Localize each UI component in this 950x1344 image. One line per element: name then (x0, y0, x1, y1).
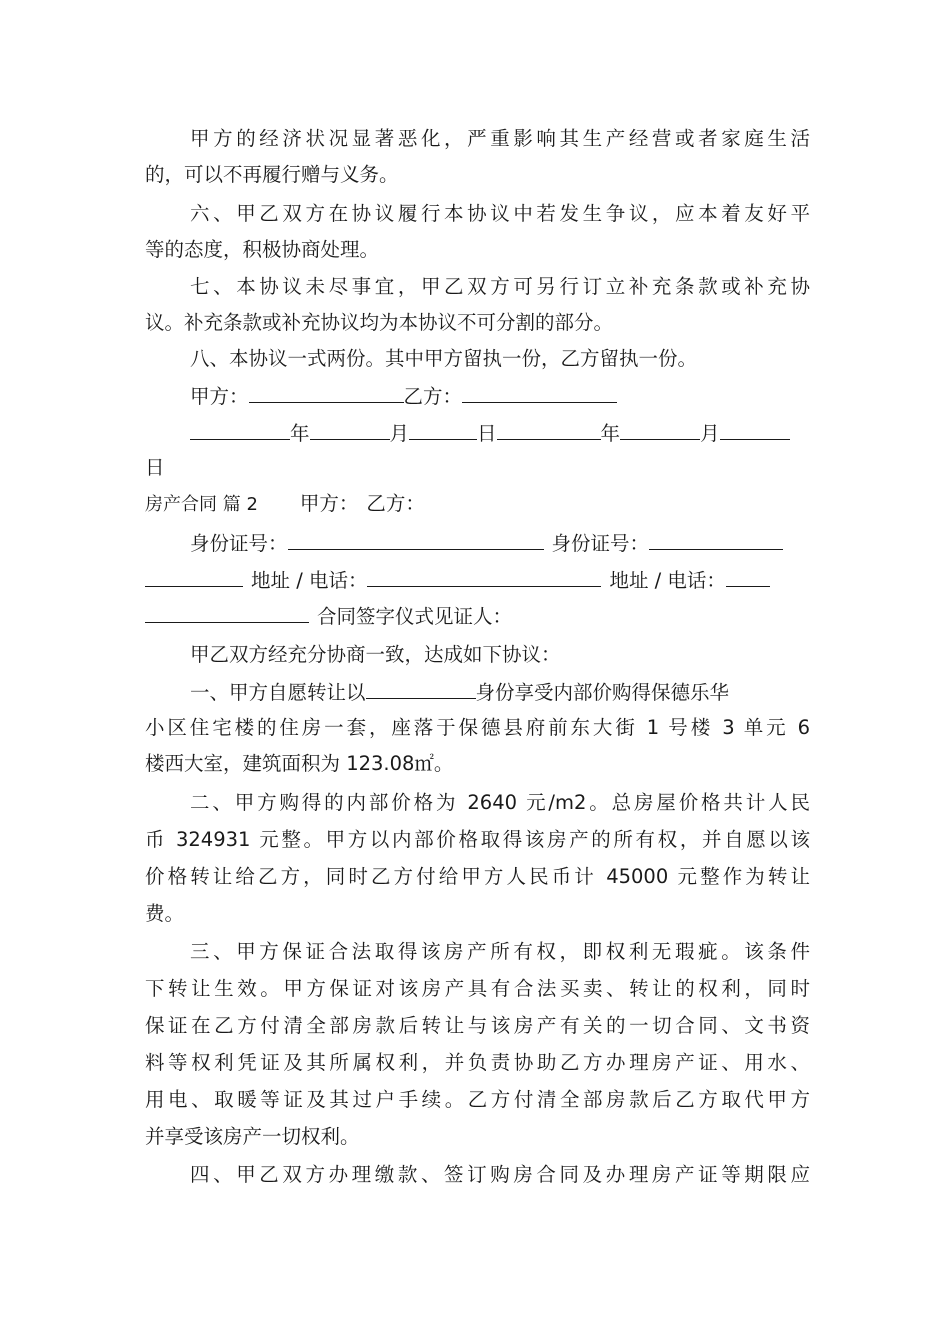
date-day-wrap: 日 (145, 456, 165, 479)
paragraph-line: 费。 (145, 902, 185, 925)
paragraph-line: 楼西大室，建筑面积为 123.08㎡。 (145, 752, 454, 775)
clause-1-line (190, 678, 810, 706)
paragraph-line: 并享受该房产一切权利。 (145, 1125, 360, 1148)
paragraph-line: 币 324931 元整。甲方以内部价格取得该房产的所有权，并自愿以该 (145, 828, 810, 851)
month-label: 月 (389, 422, 410, 445)
address-blank-a (367, 566, 601, 587)
year-blank (497, 419, 601, 440)
signature-line (190, 382, 810, 410)
year-label: 年 (600, 422, 621, 445)
date-line (190, 419, 810, 447)
address-label-b: 地址 / 电话： (609, 569, 726, 592)
address-line (145, 566, 810, 594)
party-b-blank (462, 382, 617, 403)
address-label-a: 地址 / 电话： (251, 569, 368, 592)
paragraph-line: 的，可以不再履行赠与义务。 (145, 163, 399, 186)
header-party-b: 乙方： (366, 492, 425, 515)
month-blank (310, 419, 390, 440)
party-a-blank (249, 382, 404, 403)
clause-1-text-b: 身份享受内部价购得保德乐华 (475, 681, 730, 704)
day-label: 日 (477, 422, 497, 445)
section-heading (145, 491, 810, 518)
paragraph-line: 等的态度，积极协商处理。 (145, 238, 380, 261)
id-blank-b-cont (145, 566, 243, 587)
address-blank-b (726, 566, 770, 587)
paragraph-line: 二、甲方购得的内部价格为 2640 元/m2。总房屋价格共计人民 (190, 791, 810, 814)
paragraph-line: 六、甲乙双方在协议履行本协议中若发生争议，应本着友好平 (190, 202, 810, 225)
id-label-a: 身份证号： (190, 532, 288, 555)
month-blank (620, 419, 700, 440)
header-party-a: 甲方： (299, 492, 359, 515)
day-blank (409, 419, 477, 440)
paragraph-line: 甲方的经济状况显著恶化，严重影响其生产经营或者家庭生活 (190, 127, 810, 150)
paragraph-line: 议。补充条款或补充协议均为本协议不可分割的部分。 (145, 311, 614, 334)
party-a-label: 甲方： (190, 385, 249, 408)
id-blank-a (288, 529, 544, 550)
month-label: 月 (700, 422, 720, 445)
year-label: 年 (290, 422, 310, 445)
paragraph-line: 保证在乙方付清全部房款后转让与该房产有关的一切合同、文书资 (145, 1014, 810, 1037)
day-blank (720, 419, 790, 440)
clause-1-text-a: 一、甲方自愿转让以 (190, 681, 366, 704)
id-label-b: 身份证号： (551, 532, 650, 555)
section-title: 房产合同 篇 2 (145, 494, 258, 515)
witness-line (145, 602, 810, 630)
id-blank-b (649, 529, 783, 550)
paragraph-line: 三、甲方保证合法取得该房产所有权，即权利无瑕疵。该条件 (190, 940, 810, 963)
witness-label: 合同签字仪式见证人： (317, 605, 513, 628)
year-blank (190, 419, 290, 440)
party-b-label: 乙方： (403, 385, 463, 408)
paragraph-line: 小区住宅楼的住房一套，座落于保德县府前东大街 1 号楼 3 单元 6 (145, 716, 810, 739)
address-blank-b-cont (145, 602, 309, 623)
paragraph-line: 四、甲乙双方办理缴款、签订购房合同及办理房产证等期限应 (190, 1163, 810, 1186)
paragraph-line: 七、本协议未尽事宜，甲乙双方可另行订立补充条款或补充协 (190, 275, 810, 298)
paragraph-line: 用电、取暖等证及其过户手续。乙方付清全部房款后乙方取代甲方 (145, 1088, 810, 1111)
clause-1-blank (366, 678, 476, 699)
paragraph-line: 甲乙双方经充分协商一致，达成如下协议： (190, 643, 561, 666)
paragraph-line: 料等权利凭证及其所属权利，并负责协助乙方办理房产证、用水、 (145, 1051, 810, 1074)
id-line (190, 529, 810, 557)
paragraph-line: 下转让生效。甲方保证对该房产具有合法买卖、转让的权利，同时 (145, 977, 810, 1000)
paragraph-line: 价格转让给乙方，同时乙方付给甲方人民币计 45000 元整作为转让 (145, 865, 810, 888)
paragraph-line: 八、本协议一式两份。其中甲方留执一份，乙方留执一份。 (190, 347, 698, 370)
